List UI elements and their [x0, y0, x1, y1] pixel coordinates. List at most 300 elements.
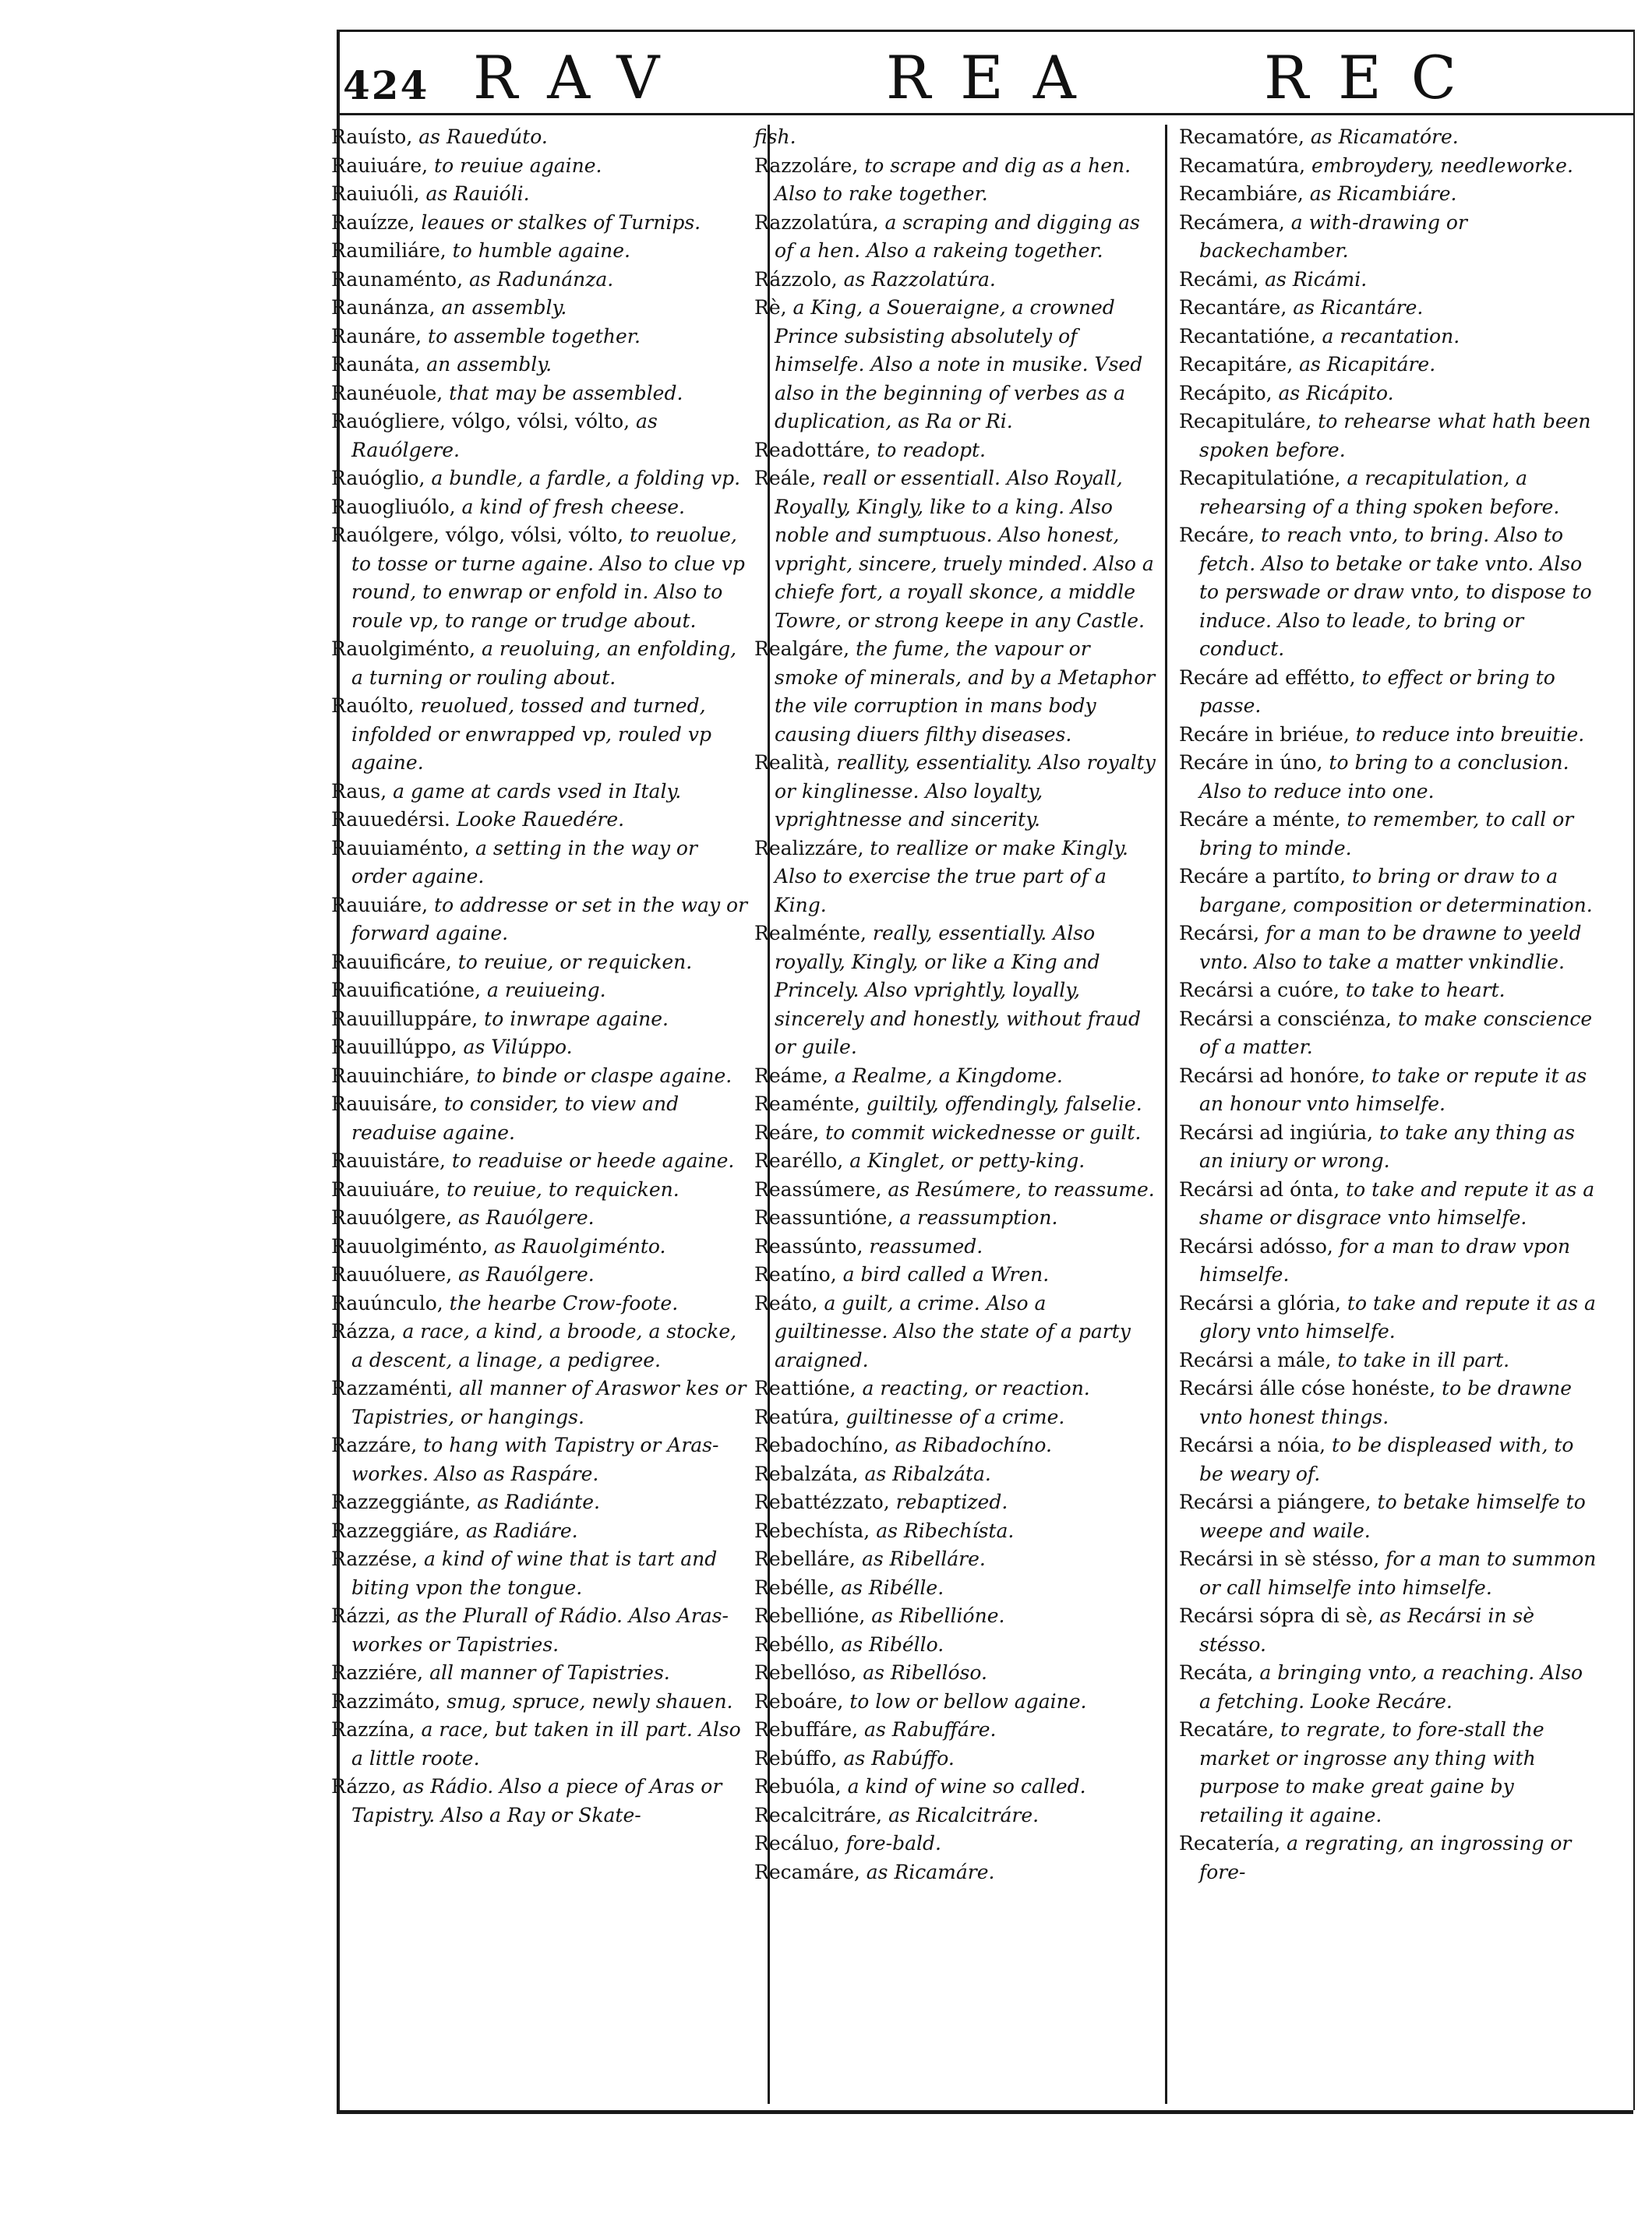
dictionary-entry: [1179, 863, 1600, 919]
entry-headword: Rauuinchiáre,: [331, 1064, 471, 1087]
entry-definition: to reuiue againe.: [428, 154, 602, 177]
dictionary-entry: [1179, 1716, 1600, 1830]
entry-headword: Recáta,: [1179, 1661, 1254, 1684]
dictionary-entry: [331, 464, 752, 493]
dictionary-entry: [754, 1517, 1160, 1546]
dictionary-entry: [1179, 976, 1600, 1005]
dictionary-entry: [1179, 351, 1600, 379]
entry-headword: Reassúnto,: [754, 1234, 863, 1258]
entry-headword: Recáre a partíto,: [1179, 865, 1347, 888]
entry-headword: Rauuóluere,: [331, 1263, 453, 1286]
dictionary-entry: [754, 1090, 1160, 1119]
entry-definition: a with-drawing or backechamber.: [1199, 210, 1467, 262]
entry-headword: Recársi a glória,: [1179, 1291, 1341, 1315]
catchword-left: RAV: [473, 43, 690, 112]
entry-definition: as Rabúffo.: [837, 1746, 955, 1770]
entry-headword: Realità,: [754, 751, 831, 774]
entry-headword: Rebechísta,: [754, 1519, 870, 1542]
dictionary-entry: [1179, 180, 1600, 209]
entry-headword: Readottáre,: [754, 438, 871, 461]
dictionary-entry: [754, 1858, 1160, 1887]
entry-definition: to take any thing as an iniury or wrong.: [1199, 1121, 1575, 1172]
dictionary-entry: [331, 408, 752, 464]
entry-definition: for a man to draw vpon himselfe.: [1199, 1234, 1571, 1286]
entry-definition: to commit wickednesse or guilt.: [819, 1121, 1142, 1144]
dictionary-entry: [1179, 294, 1600, 323]
entry-headword: Rebalzáta,: [754, 1462, 859, 1485]
dictionary-entry: [1179, 1602, 1600, 1659]
entry-definition: a guilt, a crime. Also a guiltinesse. Also the state of a party araigned.: [775, 1291, 1131, 1371]
dictionary-entry: [331, 152, 752, 181]
entry-headword: Recársi a consciénza,: [1179, 1007, 1392, 1030]
dictionary-entry: [331, 1602, 752, 1659]
entry-definition: as Ribalzáta.: [858, 1462, 991, 1485]
entry-definition: as Ribellóso.: [856, 1661, 987, 1684]
dictionary-entry: [754, 1431, 1160, 1460]
entry-definition: to be drawne vnto honest things.: [1199, 1377, 1573, 1428]
entry-headword: Recársi a piángere,: [1179, 1491, 1371, 1513]
entry-headword: Razziére,: [331, 1661, 424, 1684]
entry-headword: Recáre ad effétto,: [1179, 665, 1356, 689]
entry-definition: as Rauólgere.: [452, 1206, 595, 1229]
entry-definition: a reuiueing.: [481, 979, 606, 1001]
dictionary-entry: [331, 379, 752, 408]
entry-headword: Rauuólgere,: [331, 1206, 453, 1229]
dictionary-entry: [331, 1290, 752, 1318]
dictionary-entry: [754, 1631, 1160, 1660]
dictionary-entry: [331, 1716, 752, 1773]
dictionary-entry: [331, 835, 752, 891]
dictionary-entry: [331, 1033, 752, 1062]
entry-headword: Reattióne,: [754, 1377, 856, 1399]
entry-headword: Rauiuóli,: [331, 182, 420, 205]
entry-definition: to reuolue, to tosse or turne againe. Also to clue vp round, to enwrap or enfold in. Also to roule vp, to range or trudge about.: [351, 524, 745, 632]
entry-definition: leaues or stalkes of Turnips.: [415, 210, 701, 234]
dictionary-entry: [1179, 1431, 1600, 1488]
entry-definition: a reacting, or reaction.: [856, 1377, 1090, 1399]
entry-headword: Recatáre,: [1179, 1718, 1275, 1741]
entry-definition: to rehearse what hath been spoken before.: [1199, 410, 1591, 461]
dictionary-entry: [1179, 209, 1600, 266]
entry-headword: Reaménte,: [754, 1092, 860, 1115]
entry-headword: Rauuisáre,: [331, 1092, 438, 1115]
dictionary-entry: [331, 351, 752, 379]
dictionary-entry: [1179, 379, 1600, 408]
dictionary-column-2: [754, 123, 1160, 1886]
entry-definition: a kind of wine that is tart and biting vpon the tongue.: [351, 1548, 718, 1599]
entry-definition: as Ricantáre.: [1287, 296, 1424, 319]
entry-definition: as Rauólgere.: [351, 410, 658, 461]
dictionary-entry: [331, 1688, 752, 1717]
entry-definition: to reuiue, to requicken.: [440, 1177, 680, 1201]
entry-headword: Reassuntióne,: [754, 1206, 894, 1229]
dictionary-entry: [331, 1773, 752, 1830]
entry-definition: reassumed.: [863, 1234, 983, 1258]
entry-definition: a regrating, an ingrossing or fore-: [1199, 1832, 1572, 1883]
entry-headword: Recatería,: [1179, 1832, 1281, 1855]
entry-headword: Recapitáre,: [1179, 353, 1294, 376]
entry-definition: all manner of Araswor kes or Tapistries, or hangings.: [351, 1377, 747, 1428]
dictionary-entry: [1179, 521, 1600, 664]
entry-headword: Rauuillúppo,: [331, 1036, 457, 1058]
dictionary-entry: [1179, 323, 1600, 351]
entry-headword: Recapituláre,: [1179, 410, 1312, 432]
entry-headword: Recáre in briéue,: [1179, 722, 1350, 746]
dictionary-entry: [331, 1517, 752, 1546]
entry-definition: as Radiánte.: [471, 1491, 600, 1513]
entry-definition: a bringing vnto, a reaching. Also a fetching. Looke Recáre.: [1199, 1661, 1583, 1713]
entry-definition: a game at cards vsed in Italy.: [387, 779, 682, 803]
entry-definition: to readuise or heede againe.: [445, 1149, 735, 1172]
entry-definition: a bird called a Wren.: [836, 1263, 1050, 1286]
entry-definition: to reuiue, or requicken.: [451, 950, 693, 973]
entry-definition: as Ribadochíno.: [888, 1434, 1052, 1456]
entry-definition: as Rabuffáre.: [858, 1718, 997, 1741]
dictionary-entry: [754, 294, 1160, 436]
entry-headword: Rauuedérsi.: [331, 808, 450, 831]
entry-definition: to binde or claspe againe.: [470, 1064, 732, 1087]
entry-headword: Reáre,: [754, 1121, 820, 1144]
entry-headword: Recársi a mále,: [1179, 1348, 1332, 1371]
entry-headword: Razzoláre,: [754, 154, 859, 177]
dictionary-entry: [754, 1716, 1160, 1745]
entry-definition: as Ribéllo.: [835, 1632, 944, 1656]
dictionary-entry: [1179, 1062, 1600, 1119]
entry-headword: Razzeggiáre,: [331, 1519, 461, 1542]
entry-definition: a recantation.: [1315, 324, 1460, 348]
entry-headword: Recársi ad ónta,: [1179, 1177, 1340, 1201]
entry-headword: Razzeggiánte,: [331, 1491, 471, 1513]
entry-headword: Recápito,: [1179, 381, 1273, 404]
dictionary-entry: [1179, 123, 1600, 152]
entry-definition: to reallize or make Kingly. Also to exercise the true part of a King.: [775, 836, 1128, 916]
entry-definition: all manner of Tapistries.: [423, 1661, 670, 1684]
dictionary-entry: [754, 1602, 1160, 1631]
entry-definition: as Resúmere, to reassume.: [881, 1177, 1155, 1201]
dictionary-entry: [331, 1176, 752, 1205]
dictionary-entry: [1179, 1233, 1600, 1290]
dictionary-entry: [331, 891, 752, 948]
dictionary-entry: [1179, 266, 1600, 295]
dictionary-entry: [754, 1830, 1160, 1858]
dictionary-entry: [754, 1233, 1160, 1262]
entry-headword: Rauólto,: [331, 694, 415, 717]
dictionary-entry: [1179, 919, 1600, 976]
dictionary-column-1: [331, 123, 752, 1830]
entry-headword: Raunánza,: [331, 296, 436, 319]
entry-definition: to remember, to call or bring to minde.: [1199, 808, 1574, 859]
dictionary-entry: [331, 1431, 752, 1488]
entry-headword: Reáme,: [754, 1064, 828, 1087]
entry-headword: Recáre,: [1179, 524, 1255, 546]
entry-definition: a setting in the way or order againe.: [351, 836, 697, 888]
entry-headword: Razzína,: [331, 1718, 415, 1741]
entry-headword: Reassúmere,: [754, 1177, 882, 1201]
entry-headword: Recársi sópra di sè,: [1179, 1604, 1374, 1627]
entry-headword: Rè,: [754, 296, 787, 319]
entry-definition: to inwrape againe.: [478, 1007, 669, 1030]
dictionary-entry: [331, 948, 752, 977]
entry-definition: an assembly.: [435, 296, 567, 319]
entry-definition: to betake himselfe to weepe and waile.: [1199, 1491, 1586, 1542]
entry-definition: a race, a kind, a broode, a stocke, a descent, a linage, a pedigree.: [351, 1320, 737, 1371]
dictionary-entry: [331, 1488, 752, 1517]
entry-definition: reall or essentiall. Also Royall, Royally, Kingly, like to a king. Also noble and sumptuous. Also honest, vpright, sincere, truely minded. Also a chiefe fort, a royall skonce, a middle Towre, or strong keepe in any Castle.: [775, 467, 1154, 632]
entry-definition: an assembly.: [420, 353, 552, 376]
entry-headword: Rauízze,: [331, 210, 415, 234]
dictionary-column-3: [1179, 123, 1600, 1886]
entry-definition: a race, but taken in ill part. Also a little roote.: [351, 1718, 741, 1770]
entry-headword: Realizzáre,: [754, 836, 864, 859]
dictionary-entry: [754, 1545, 1160, 1574]
entry-definition: a King, a Soueraigne, a crowned Prince subsisting absolutely of himselfe. Also a note in musike. Vsed also in the beginning of verbes as a duplication, as Ra or Ri.: [775, 296, 1143, 432]
dictionary-entry: [754, 464, 1160, 635]
entry-headword: Razzimáto,: [331, 1689, 441, 1713]
dictionary-entry: [331, 180, 752, 209]
entry-definition: as Vilúppo.: [457, 1036, 573, 1058]
entry-definition: to take and repute it as a shame or disgrace vnto himselfe.: [1199, 1177, 1595, 1229]
entry-headword: Raunáta,: [331, 353, 421, 376]
entry-definition: to bring to a conclusion. Also to reduce into one.: [1199, 751, 1569, 803]
dictionary-entry: [331, 976, 752, 1005]
entry-definition: guiltily, offendingly, falselie.: [860, 1092, 1142, 1115]
entry-headword: Recáre in úno,: [1179, 751, 1323, 774]
dictionary-entry: [754, 1119, 1160, 1148]
entry-definition: smug, spruce, newly shauen.: [440, 1689, 733, 1713]
entry-definition: a reuoluing, an enfolding, a turning or rouling about.: [351, 637, 737, 689]
entry-headword: Rázza,: [331, 1320, 397, 1343]
entry-definition: as Rauedúto.: [412, 125, 548, 148]
entry-headword: Raunéuole,: [331, 381, 443, 404]
entry-headword: Razzése,: [331, 1548, 418, 1570]
dictionary-entry: [754, 123, 1160, 152]
entry-headword: Rauóglio,: [331, 467, 425, 489]
entry-definition: a Kinglet, or petty-king.: [843, 1149, 1085, 1172]
dictionary-entry: [331, 493, 752, 522]
entry-definition: as Ricambiáre.: [1303, 182, 1457, 205]
dictionary-entry: [1179, 1830, 1600, 1886]
dictionary-entry: [1179, 664, 1600, 721]
entry-headword: Rauogliuólo,: [331, 495, 456, 518]
entry-headword: Recársi ad honóre,: [1179, 1064, 1366, 1087]
entry-definition: to take in ill part.: [1331, 1348, 1510, 1371]
dictionary-entry: [754, 1460, 1160, 1489]
entry-definition: for a man to summon or call himselfe into himselfe.: [1199, 1548, 1597, 1599]
entry-definition: a kind of wine so called.: [841, 1775, 1086, 1798]
entry-definition: a bundle, a fardle, a folding vp.: [425, 467, 741, 489]
entry-definition: to reduce into breuitie.: [1349, 722, 1585, 746]
entry-definition: as Ricamáre.: [860, 1860, 995, 1883]
entry-definition: fore-bald.: [839, 1832, 941, 1855]
entry-headword: Rebuóla,: [754, 1775, 842, 1798]
entry-definition: reuolued, tossed and turned, infolded or enwrapped vp, rouled vp againe.: [351, 694, 711, 774]
entry-headword: Recáre a ménte,: [1179, 808, 1341, 831]
entry-headword: Recambiáre,: [1179, 182, 1304, 205]
dictionary-entry: [331, 1375, 752, 1431]
entry-definition: to consider, to view and readuise againe.: [351, 1092, 680, 1144]
dictionary-entry: [754, 1745, 1160, 1774]
entry-headword: Rebúffo,: [754, 1746, 838, 1770]
dictionary-entry: [331, 1545, 752, 1602]
entry-headword: Rauuiaménto,: [331, 836, 470, 859]
dictionary-entry: [1179, 1005, 1600, 1062]
entry-headword: Reáto,: [754, 1291, 818, 1315]
entry-headword: Razzáre,: [331, 1434, 418, 1456]
entry-headword: Recapitulatióne,: [1179, 467, 1341, 489]
entry-definition: as Razzolatúra.: [837, 267, 996, 291]
entry-definition: as Ribechísta.: [870, 1519, 1015, 1542]
entry-headword: Rauuiuáre,: [331, 1177, 441, 1201]
dictionary-entry: [754, 266, 1160, 295]
dictionary-entry: [1179, 1290, 1600, 1346]
dictionary-entry: [754, 1290, 1160, 1375]
entry-definition: embroydery, needleworke.: [1305, 154, 1573, 177]
entry-headword: Razzaménti,: [331, 1377, 454, 1399]
entry-definition: as Radunánza.: [463, 267, 614, 291]
entry-definition: a kind of fresh cheese.: [455, 495, 685, 518]
entry-definition: to take or repute it as an honour vnto himselfe.: [1199, 1064, 1587, 1115]
dictionary-entry: [331, 1233, 752, 1262]
entry-definition: the fume, the vapour or smoke of minerals, and by a Metaphor the vile corruption in mans body causing diuers filthy diseases.: [775, 637, 1156, 746]
entry-definition: the hearbe Crow-foote.: [443, 1291, 679, 1315]
dictionary-entry: [1179, 152, 1600, 181]
entry-headword: Rauolgiménto,: [331, 637, 476, 660]
entry-headword: Raunaménto,: [331, 267, 464, 291]
page-number: 424: [343, 62, 429, 108]
entry-definition: to effect or bring to passe.: [1199, 665, 1555, 717]
entry-definition: as Ribelláre.: [856, 1548, 986, 1570]
dictionary-entry: [754, 1062, 1160, 1091]
entry-headword: Rauiuáre,: [331, 154, 429, 177]
entry-definition: as Ricapitáre.: [1293, 353, 1436, 376]
page-bottom-rule: [337, 2110, 1633, 2114]
entry-headword: Raus,: [331, 779, 387, 803]
dictionary-entry: [331, 123, 752, 152]
entry-headword: Reatúra,: [754, 1405, 840, 1428]
dictionary-entry: [754, 1403, 1160, 1432]
entry-definition: as the Plurall of Rádio. Also Aras-workes or Tapistries.: [351, 1604, 729, 1656]
dictionary-entry: [1179, 1346, 1600, 1375]
entry-definition: to make conscience of a matter.: [1199, 1007, 1593, 1058]
dictionary-entry: [331, 323, 752, 351]
dictionary-entry: [1179, 749, 1600, 806]
dictionary-entry: [754, 1261, 1160, 1290]
dictionary-entry: [754, 919, 1160, 1062]
dictionary-entry: [1179, 1545, 1600, 1602]
dictionary-entry: [754, 1773, 1160, 1802]
entry-definition: as Ricamatóre.: [1304, 125, 1459, 148]
dictionary-entry: [754, 1574, 1160, 1603]
entry-headword: Rauuistáre,: [331, 1149, 446, 1172]
dictionary-entry: [1179, 1659, 1600, 1716]
dictionary-entry: [331, 1659, 752, 1688]
dictionary-entry: [331, 806, 752, 835]
entry-headword: Recársi álle cóse honéste,: [1179, 1377, 1436, 1399]
entry-definition: to humble againe.: [446, 239, 630, 262]
dictionary-entry: [331, 1090, 752, 1147]
entry-headword: Rebellóso,: [754, 1661, 857, 1684]
dictionary-entry: [331, 1261, 752, 1290]
dictionary-entry: [754, 1488, 1160, 1517]
dictionary-entry: [331, 209, 752, 238]
dictionary-entry: [331, 1204, 752, 1233]
dictionary-entry: [754, 1688, 1160, 1717]
entry-definition: to bring or draw to a bargane, composition or determination.: [1199, 865, 1593, 916]
entry-definition: reallity, essentiality. Also royalty or kinglinesse. Also loyalty, vprightnesse and sincerity.: [775, 751, 1156, 831]
entry-definition: as Ribellióne.: [865, 1604, 1005, 1627]
entry-definition: to scrape and dig as a hen. Also to rake together.: [775, 154, 1131, 205]
entry-definition: that may be assembled.: [443, 381, 683, 404]
entry-headword: Recamatúra,: [1179, 154, 1306, 177]
entry-definition: to readopt.: [870, 438, 986, 461]
entry-headword: Rauuificáre,: [331, 950, 452, 973]
dictionary-entry: [331, 521, 752, 635]
entry-headword: Recársi a nóia,: [1179, 1434, 1326, 1456]
entry-headword: Rauógliere, vólgo, vólsi, vólto,: [331, 410, 630, 432]
dictionary-entry: [331, 1062, 752, 1091]
entry-definition: a Realme, a Kingdome.: [828, 1064, 1063, 1087]
dictionary-entry: [754, 152, 1160, 209]
entry-headword: Raunáre,: [331, 324, 422, 348]
dictionary-entry: [754, 1147, 1160, 1176]
dictionary-entry: [754, 436, 1160, 465]
entry-headword: Rauúnculo,: [331, 1291, 443, 1315]
entry-definition: fish.: [754, 125, 796, 148]
entry-headword: Recalcitráre,: [754, 1803, 883, 1826]
entry-definition: for a man to be drawne to yeeld vnto. Also to take a matter vnkindlie.: [1199, 922, 1582, 973]
dictionary-entry: [331, 778, 752, 806]
dictionary-entry: [331, 1005, 752, 1034]
entry-definition: to regrate, to fore-stall the market or ingrosse any thing with purpose to make great gaine by retailing it againe.: [1199, 1718, 1544, 1826]
entry-headword: Recamáre,: [754, 1860, 860, 1883]
entry-headword: Rauuificatióne,: [331, 979, 482, 1001]
dictionary-entry: [331, 692, 752, 778]
entry-definition: to addresse or set in the way or forward againe.: [351, 893, 748, 944]
entry-definition: Looke Rauedére.: [450, 808, 625, 831]
header-rule: [337, 113, 1633, 115]
entry-headword: Recársi,: [1179, 922, 1260, 944]
dictionary-entry: [754, 1802, 1160, 1830]
entry-headword: Realgáre,: [754, 637, 850, 660]
dictionary-entry: [1179, 721, 1600, 750]
entry-headword: Rauuilluppáre,: [331, 1007, 478, 1030]
entry-definition: as Radiáre.: [460, 1519, 578, 1542]
entry-headword: Rauuiáre,: [331, 893, 429, 916]
entry-headword: Realménte,: [754, 922, 867, 944]
dictionary-entry: [754, 1204, 1160, 1233]
entry-headword: Reboáre,: [754, 1689, 844, 1713]
entry-headword: Recantáre,: [1179, 296, 1287, 319]
entry-definition: a reassumption.: [893, 1206, 1058, 1229]
dictionary-entry: [1179, 1488, 1600, 1545]
entry-definition: to low or bellow againe.: [843, 1689, 1087, 1713]
entry-headword: Rázzolo,: [754, 267, 838, 291]
entry-definition: a recapitulation, a rehearsing of a thing spoken before.: [1199, 467, 1560, 518]
entry-headword: Razzolatúra,: [754, 210, 879, 234]
entry-headword: Rebélle,: [754, 1576, 835, 1599]
entry-definition: a scraping and digging as of a hen. Also a rakeing together.: [775, 210, 1140, 262]
entry-definition: rebaptized.: [889, 1491, 1008, 1513]
entry-headword: Rauísto,: [331, 125, 413, 148]
entry-definition: to assemble together.: [422, 324, 641, 348]
dictionary-entry: [331, 1147, 752, 1176]
entry-definition: as Rádio. Also a piece of Aras or Tapistry. Also a Ray or Skate-: [351, 1775, 722, 1826]
entry-headword: Recáluo,: [754, 1832, 840, 1855]
entry-headword: Raumiliáre,: [331, 239, 447, 262]
entry-headword: Reatíno,: [754, 1263, 837, 1286]
dictionary-entry: [1179, 464, 1600, 521]
entry-headword: Rauuolgiménto,: [331, 1234, 489, 1258]
